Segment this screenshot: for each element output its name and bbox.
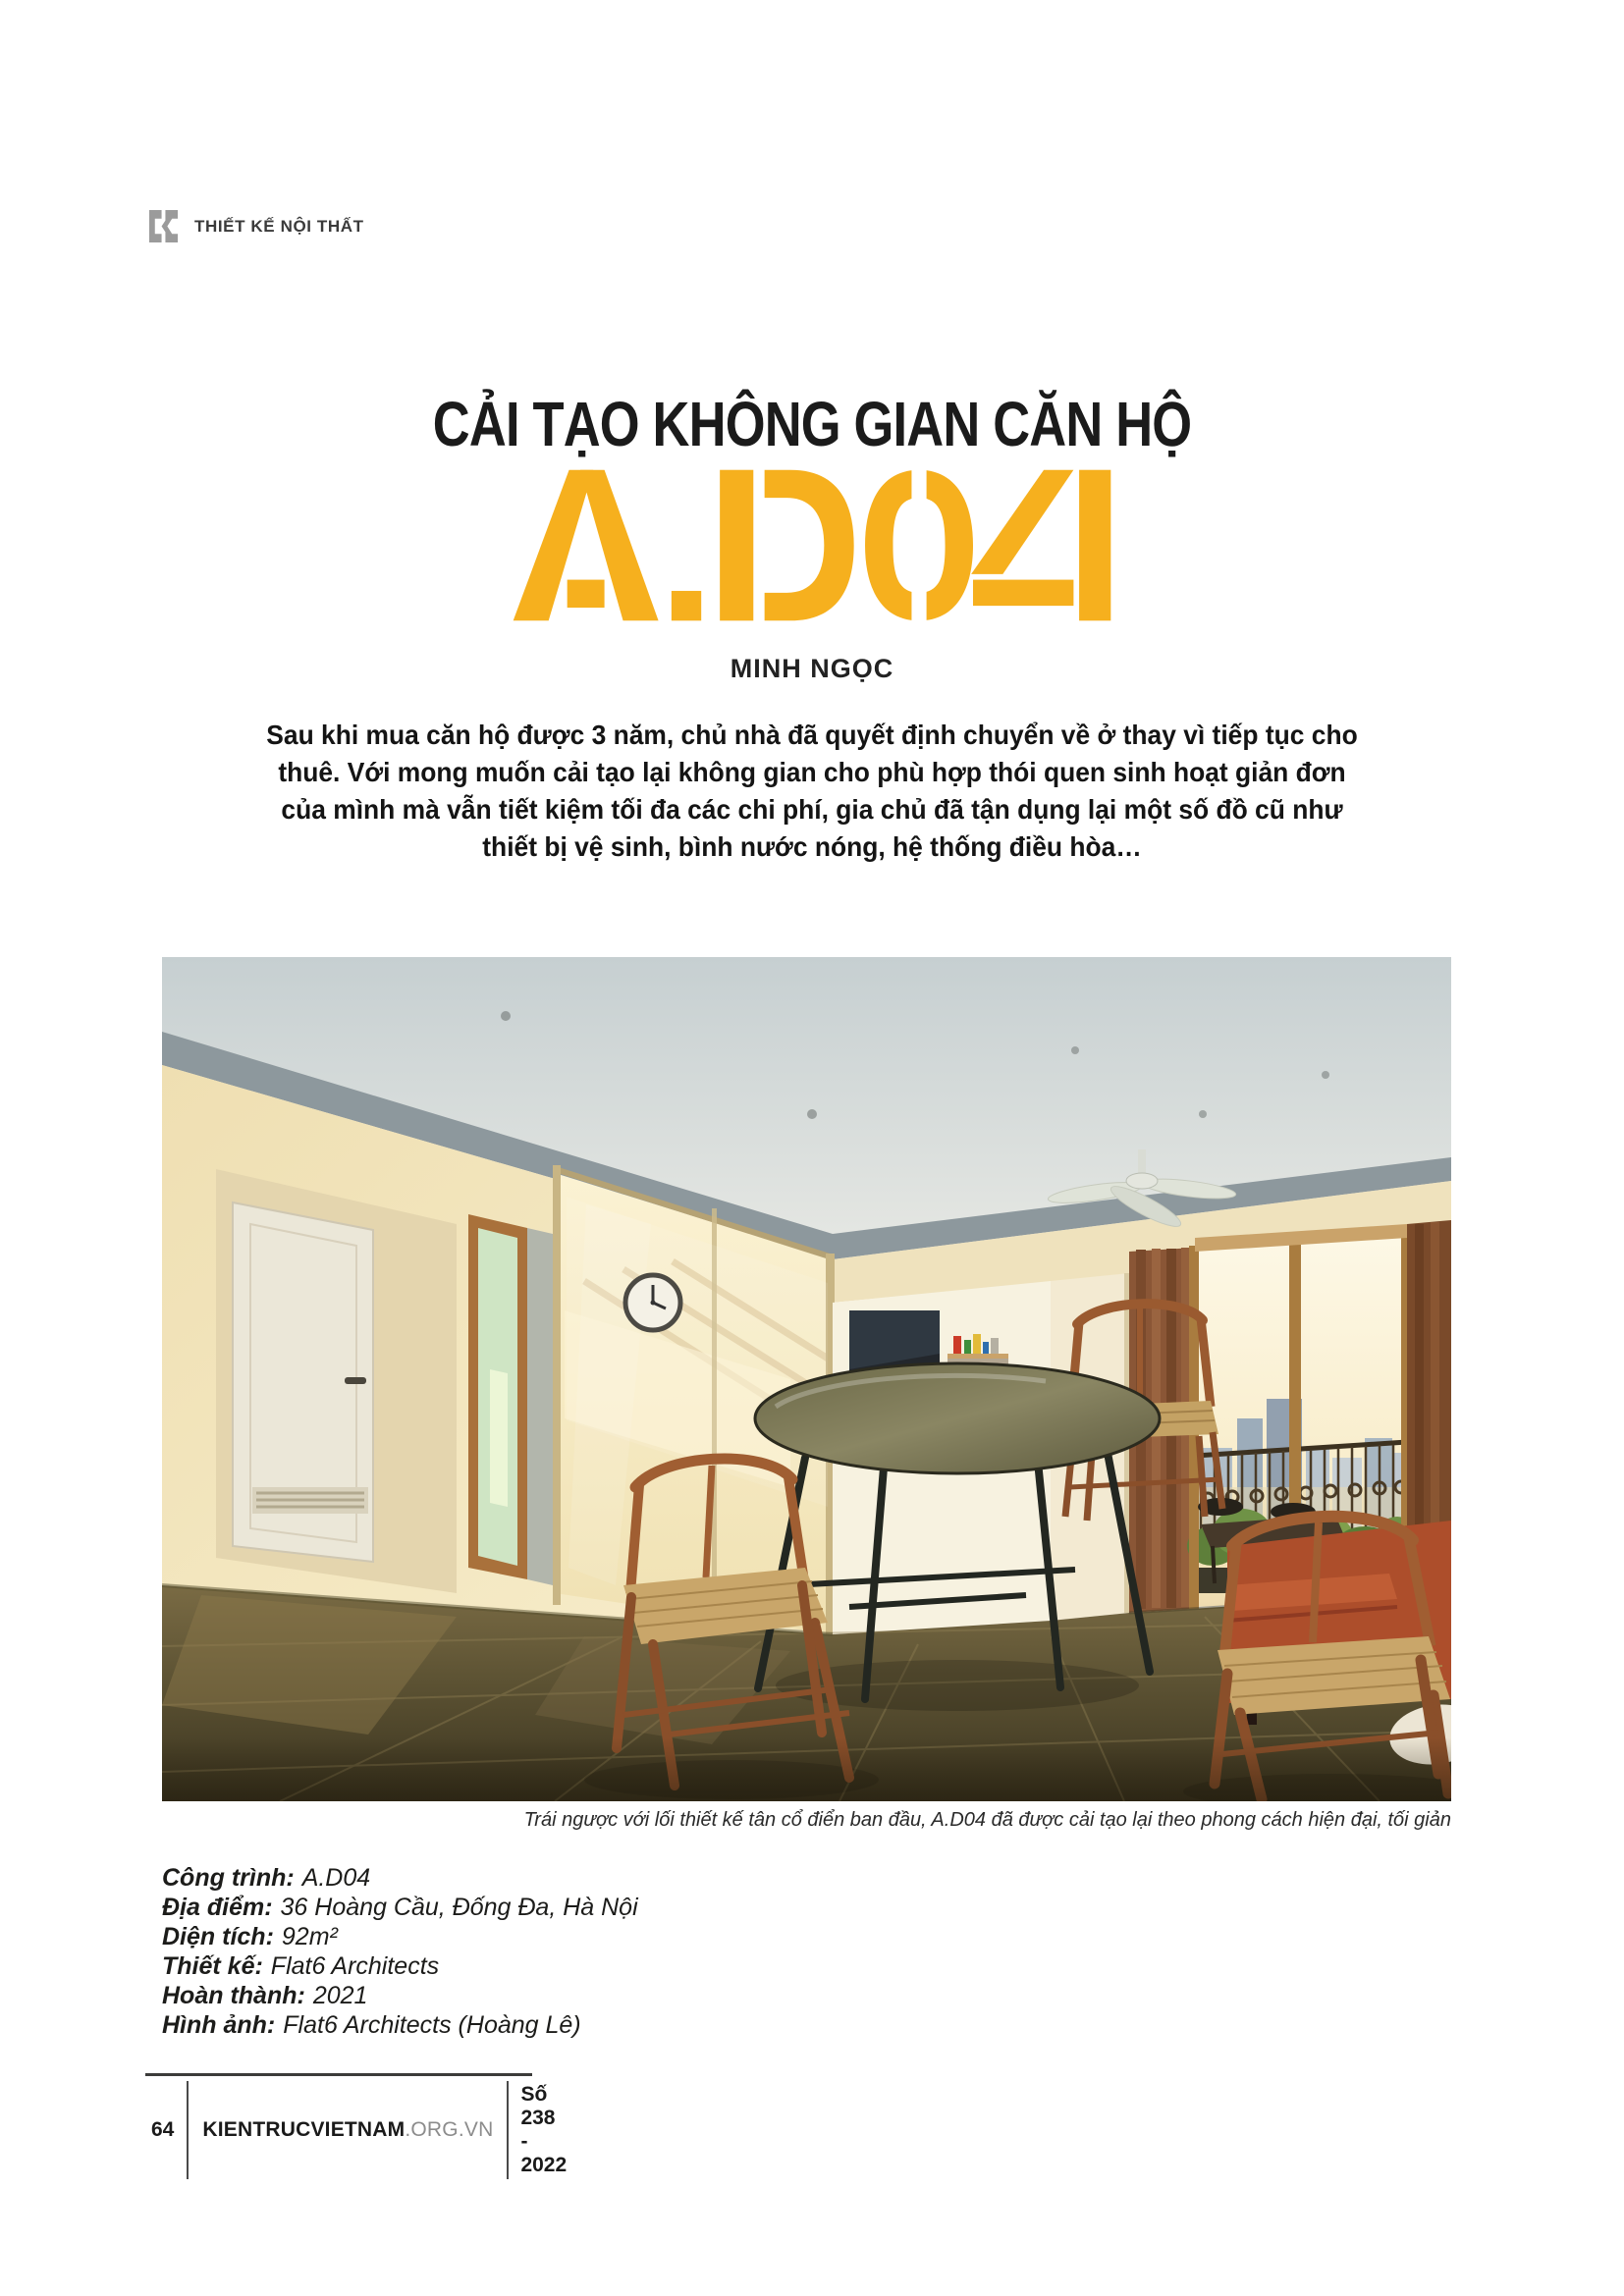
article-kicker: CẢI TẠO KHÔNG GIAN CĂN HỘ [432, 389, 1192, 459]
info-row [162, 1981, 638, 2010]
info-row [162, 2010, 638, 2040]
intro-line: thuê. Với mong muốn cải tạo lại không gian cho phù hợp thói quen sinh hoạt giản đơn [278, 757, 1346, 787]
info-value: A.D04 [301, 1864, 371, 1892]
info-value: 36 Hoàng Cầu, Đống Đa, Hà Nội [280, 1894, 638, 1921]
info-row [162, 1951, 638, 1981]
site-url [187, 2081, 507, 2179]
photo-caption: Trái ngược với lối thiết kế tân cổ điển ban đầu, A.D04 đã được cải tạo lại theo phong cách hiện đại, tối giản [523, 1809, 1451, 1831]
info-value: 2021 [312, 1982, 368, 2009]
intro-paragraph [32, 717, 1592, 866]
page-footer [145, 2073, 568, 2179]
info-row [162, 1893, 638, 1922]
intro-line: của mình mà vẫn tiết kiệm tối đa các chi phí, gia chủ đã tận dụng lại một số đồ cũ như [281, 794, 1343, 825]
project-info [162, 1863, 638, 2040]
info-row [162, 1922, 638, 1951]
info-row [162, 1863, 638, 1893]
info-label: Công trình: [162, 1864, 295, 1892]
apartment-photo-illustration [162, 957, 1451, 1801]
page-header [147, 208, 364, 244]
project-code-stencil-logo [508, 469, 1116, 621]
section-label: THIẾT KẾ NỘI THẤT [194, 216, 364, 236]
info-label: Diện tích: [162, 1923, 274, 1950]
wall-clock [625, 1275, 680, 1330]
issue-number: Số 238 - 2022 [507, 2081, 567, 2179]
info-label: Địa điểm: [162, 1894, 273, 1921]
site-suffix: .ORG.VN [405, 2118, 494, 2141]
info-label: Thiết kế: [162, 1952, 263, 1980]
kientruc-logo-icon [147, 208, 180, 244]
author-byline: MINH NGỌC [730, 654, 894, 683]
intro-line: thiết bị vệ sinh, bình nước nóng, hệ thống điều hòa… [482, 831, 1142, 862]
site-name: KIENTRUCVIETNAM [202, 2118, 406, 2141]
apartment-photo [162, 957, 1451, 1801]
info-value: Flat6 Architects [270, 1952, 440, 1980]
info-value: 92m² [281, 1923, 338, 1950]
info-label: Hoàn thành: [162, 1982, 305, 2009]
info-value: Flat6 Architects (Hoàng Lê) [283, 2011, 581, 2039]
intro-line: Sau khi mua căn hộ được 3 năm, chủ nhà đã quyết định chuyển về ở thay vì tiếp tục cho [266, 720, 1358, 750]
info-label: Hình ảnh: [162, 2011, 276, 2039]
page-number: 64 [151, 2118, 175, 2141]
